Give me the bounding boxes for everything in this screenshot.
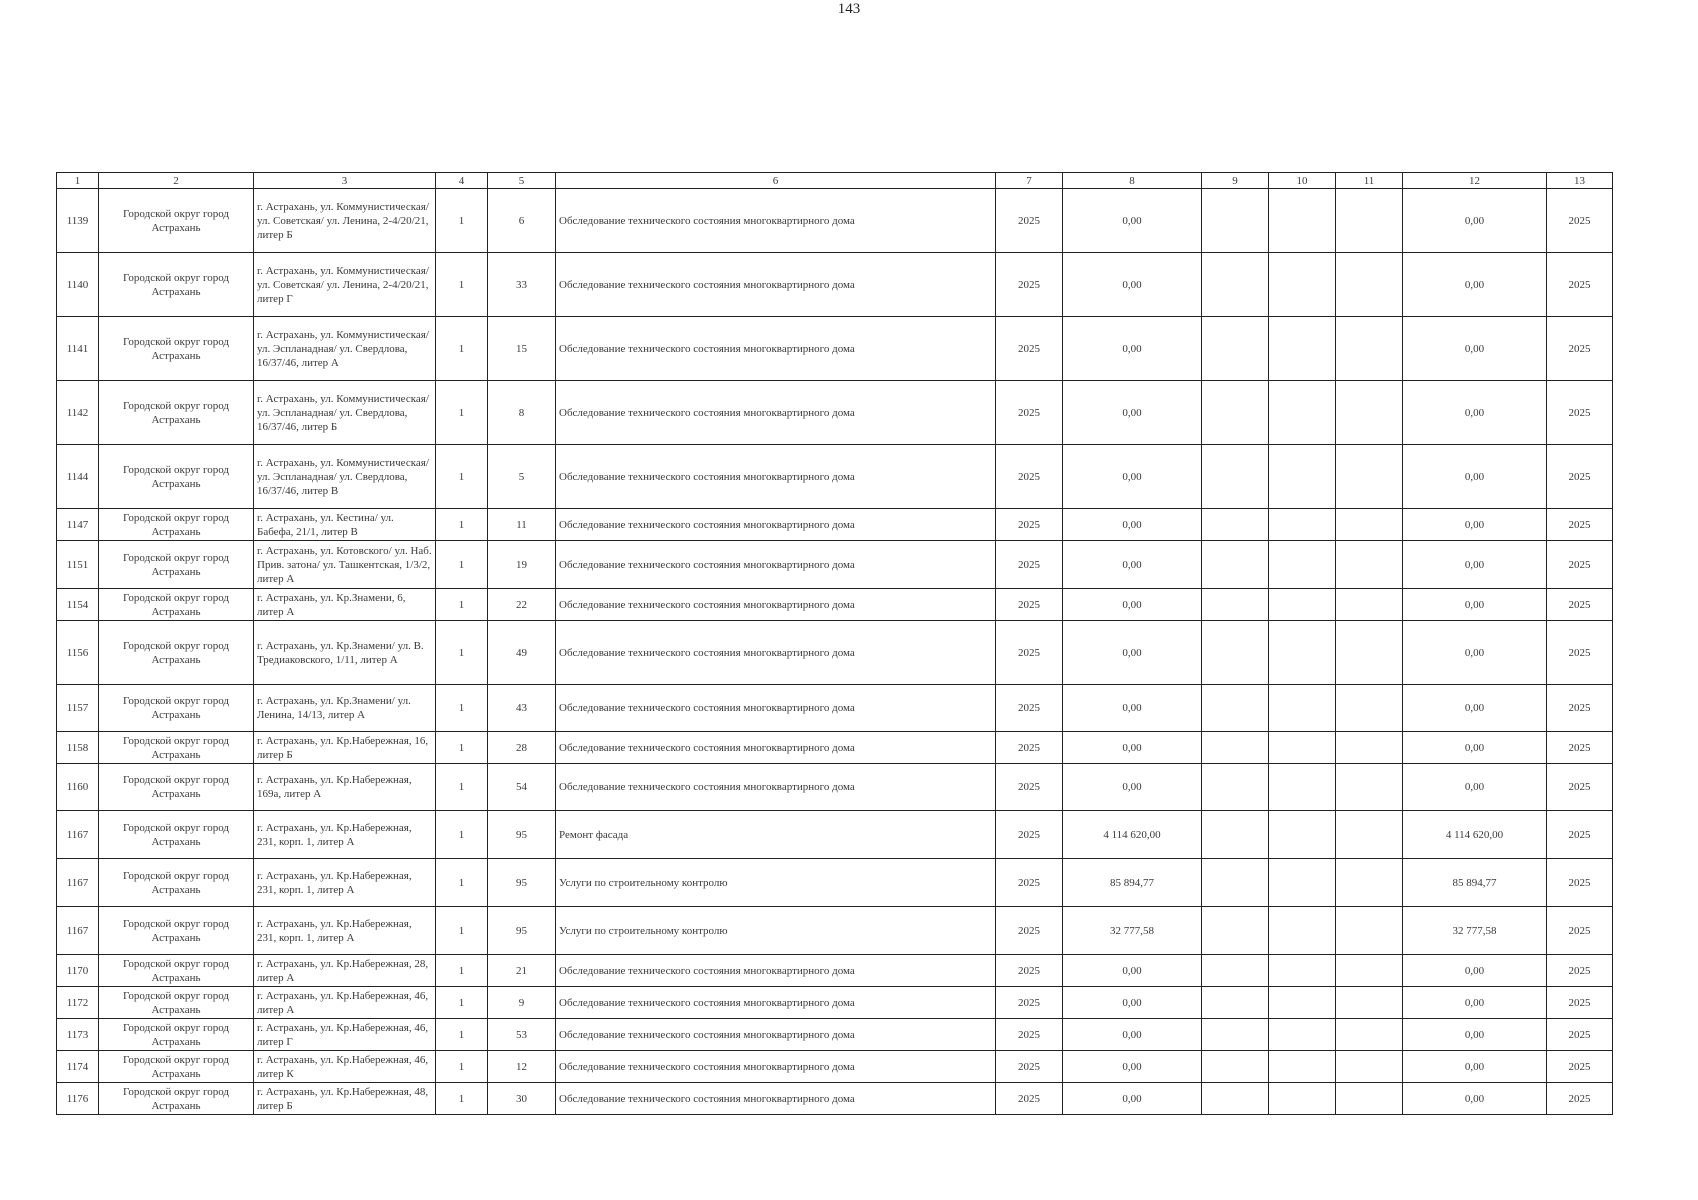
col-10-value — [1269, 685, 1336, 732]
row-id: 1140 — [57, 253, 99, 317]
col-13-value: 2025 — [1547, 317, 1613, 381]
register-table — [56, 172, 1613, 1115]
municipality: Городской округ город Астрахань — [99, 589, 254, 621]
col-9-value — [1202, 685, 1269, 732]
table-row — [57, 955, 1613, 987]
column-number-9: 9 — [1202, 173, 1269, 189]
work-type: Обследование технического состояния многоквартирного дома — [556, 621, 996, 685]
work-type: Обследование технического состояния многоквартирного дома — [556, 253, 996, 317]
table-row — [57, 317, 1613, 381]
cost: 0,00 — [1063, 541, 1202, 589]
col-4-value: 1 — [436, 764, 488, 811]
row-id: 1160 — [57, 764, 99, 811]
address: г. Астрахань, ул. Коммунистическая/ ул. Эспланадная/ ул. Свердлова, 16/37/46, литер В — [254, 445, 436, 509]
year: 2025 — [996, 509, 1063, 541]
col-5-value: 19 — [488, 541, 556, 589]
table-row — [57, 859, 1613, 907]
work-type: Обследование технического состояния многоквартирного дома — [556, 955, 996, 987]
col-9-value — [1202, 589, 1269, 621]
table-row — [57, 685, 1613, 732]
row-id: 1154 — [57, 589, 99, 621]
col-5-value: 15 — [488, 317, 556, 381]
col-11-value — [1336, 732, 1403, 764]
col-5-value: 30 — [488, 1083, 556, 1115]
col-5-value: 54 — [488, 764, 556, 811]
col-13-value: 2025 — [1547, 685, 1613, 732]
municipality: Городской округ город Астрахань — [99, 1019, 254, 1051]
cost: 0,00 — [1063, 955, 1202, 987]
column-number-2: 2 — [99, 173, 254, 189]
cost: 0,00 — [1063, 621, 1202, 685]
col-9-value — [1202, 764, 1269, 811]
col-13-value: 2025 — [1547, 1019, 1613, 1051]
col-10-value — [1269, 811, 1336, 859]
col-12-value: 0,00 — [1403, 381, 1547, 445]
municipality: Городской округ город Астрахань — [99, 685, 254, 732]
col-11-value — [1336, 189, 1403, 253]
row-id: 1144 — [57, 445, 99, 509]
cost: 0,00 — [1063, 1051, 1202, 1083]
col-12-value: 0,00 — [1403, 1019, 1547, 1051]
address: г. Астрахань, ул. Кр.Набережная, 169а, литер А — [254, 764, 436, 811]
col-13-value: 2025 — [1547, 764, 1613, 811]
col-10-value — [1269, 445, 1336, 509]
year: 2025 — [996, 811, 1063, 859]
table-row — [57, 445, 1613, 509]
col-9-value — [1202, 317, 1269, 381]
col-11-value — [1336, 1051, 1403, 1083]
address: г. Астрахань, ул. Кр.Набережная, 48, литер Б — [254, 1083, 436, 1115]
col-4-value: 1 — [436, 621, 488, 685]
col-5-value: 33 — [488, 253, 556, 317]
col-9-value — [1202, 955, 1269, 987]
col-5-value: 6 — [488, 189, 556, 253]
year: 2025 — [996, 541, 1063, 589]
column-number-row — [57, 173, 1613, 189]
municipality: Городской округ город Астрахань — [99, 987, 254, 1019]
cost: 0,00 — [1063, 1019, 1202, 1051]
cost: 0,00 — [1063, 1083, 1202, 1115]
col-4-value: 1 — [436, 811, 488, 859]
col-4-value: 1 — [436, 1083, 488, 1115]
row-id: 1158 — [57, 732, 99, 764]
col-11-value — [1336, 1083, 1403, 1115]
col-11-value — [1336, 685, 1403, 732]
address: г. Астрахань, ул. Коммунистическая/ ул. Эспланадная/ ул. Свердлова, 16/37/46, литер А — [254, 317, 436, 381]
col-5-value: 5 — [488, 445, 556, 509]
cost: 0,00 — [1063, 189, 1202, 253]
col-10-value — [1269, 732, 1336, 764]
address: г. Астрахань, ул. Кр.Набережная, 46, литер Г — [254, 1019, 436, 1051]
year: 2025 — [996, 859, 1063, 907]
cost: 0,00 — [1063, 509, 1202, 541]
col-9-value — [1202, 1051, 1269, 1083]
col-10-value — [1269, 541, 1336, 589]
col-10-value — [1269, 317, 1336, 381]
row-id: 1157 — [57, 685, 99, 732]
col-9-value — [1202, 621, 1269, 685]
col-13-value: 2025 — [1547, 955, 1613, 987]
col-11-value — [1336, 859, 1403, 907]
table-body — [57, 173, 1613, 1115]
work-type: Обследование технического состояния многоквартирного дома — [556, 764, 996, 811]
table-row — [57, 1019, 1613, 1051]
col-5-value: 8 — [488, 381, 556, 445]
cost: 0,00 — [1063, 987, 1202, 1019]
year: 2025 — [996, 987, 1063, 1019]
col-10-value — [1269, 1051, 1336, 1083]
col-11-value — [1336, 381, 1403, 445]
table-row — [57, 907, 1613, 955]
col-4-value: 1 — [436, 317, 488, 381]
col-4-value: 1 — [436, 509, 488, 541]
year: 2025 — [996, 955, 1063, 987]
municipality: Городской округ город Астрахань — [99, 541, 254, 589]
year: 2025 — [996, 253, 1063, 317]
work-type: Обследование технического состояния многоквартирного дома — [556, 589, 996, 621]
work-type: Обследование технического состояния многоквартирного дома — [556, 685, 996, 732]
col-12-value: 0,00 — [1403, 509, 1547, 541]
row-id: 1156 — [57, 621, 99, 685]
work-type: Обследование технического состояния многоквартирного дома — [556, 381, 996, 445]
row-id: 1172 — [57, 987, 99, 1019]
municipality: Городской округ город Астрахань — [99, 1083, 254, 1115]
col-11-value — [1336, 253, 1403, 317]
municipality: Городской округ город Астрахань — [99, 1051, 254, 1083]
col-11-value — [1336, 509, 1403, 541]
year: 2025 — [996, 1051, 1063, 1083]
col-11-value — [1336, 589, 1403, 621]
col-12-value: 0,00 — [1403, 732, 1547, 764]
col-12-value: 85 894,77 — [1403, 859, 1547, 907]
col-5-value: 21 — [488, 955, 556, 987]
col-10-value — [1269, 955, 1336, 987]
year: 2025 — [996, 907, 1063, 955]
table-row — [57, 589, 1613, 621]
col-13-value: 2025 — [1547, 445, 1613, 509]
table-row — [57, 509, 1613, 541]
col-12-value: 0,00 — [1403, 589, 1547, 621]
col-13-value: 2025 — [1547, 381, 1613, 445]
work-type: Обследование технического состояния многоквартирного дома — [556, 732, 996, 764]
cost: 0,00 — [1063, 445, 1202, 509]
col-4-value: 1 — [436, 541, 488, 589]
address: г. Астрахань, ул. Кр.Знамени, 6, литер А — [254, 589, 436, 621]
col-13-value: 2025 — [1547, 621, 1613, 685]
col-11-value — [1336, 907, 1403, 955]
col-13-value: 2025 — [1547, 859, 1613, 907]
address: г. Астрахань, ул. Коммунистическая/ ул. Эспланадная/ ул. Свердлова, 16/37/46, литер Б — [254, 381, 436, 445]
col-13-value: 2025 — [1547, 589, 1613, 621]
address: г. Астрахань, ул. Кр.Набережная, 28, литер А — [254, 955, 436, 987]
row-id: 1142 — [57, 381, 99, 445]
cost: 4 114 620,00 — [1063, 811, 1202, 859]
table-row — [57, 987, 1613, 1019]
municipality: Городской округ город Астрахань — [99, 509, 254, 541]
column-number-3: 3 — [254, 173, 436, 189]
table-row — [57, 253, 1613, 317]
cost: 0,00 — [1063, 381, 1202, 445]
col-12-value: 0,00 — [1403, 987, 1547, 1019]
year: 2025 — [996, 189, 1063, 253]
col-13-value: 2025 — [1547, 732, 1613, 764]
col-5-value: 11 — [488, 509, 556, 541]
col-10-value — [1269, 621, 1336, 685]
col-4-value: 1 — [436, 987, 488, 1019]
col-11-value — [1336, 541, 1403, 589]
col-12-value: 0,00 — [1403, 685, 1547, 732]
col-10-value — [1269, 589, 1336, 621]
year: 2025 — [996, 589, 1063, 621]
column-number-1: 1 — [57, 173, 99, 189]
col-12-value: 0,00 — [1403, 955, 1547, 987]
col-5-value: 95 — [488, 859, 556, 907]
col-9-value — [1202, 732, 1269, 764]
col-4-value: 1 — [436, 381, 488, 445]
col-13-value: 2025 — [1547, 907, 1613, 955]
cost: 0,00 — [1063, 685, 1202, 732]
col-11-value — [1336, 987, 1403, 1019]
address: г. Астрахань, ул. Коммунистическая/ ул. Советская/ ул. Ленина, 2-4/20/21, литер Б — [254, 189, 436, 253]
municipality: Городской округ город Астрахань — [99, 445, 254, 509]
municipality: Городской округ город Астрахань — [99, 907, 254, 955]
work-type: Услуги по строительному контролю — [556, 859, 996, 907]
municipality: Городской округ город Астрахань — [99, 811, 254, 859]
municipality: Городской округ город Астрахань — [99, 732, 254, 764]
address: г. Астрахань, ул. Кр.Набережная, 46, литер А — [254, 987, 436, 1019]
row-id: 1147 — [57, 509, 99, 541]
col-9-value — [1202, 381, 1269, 445]
table-row — [57, 764, 1613, 811]
col-12-value: 0,00 — [1403, 1083, 1547, 1115]
cost: 32 777,58 — [1063, 907, 1202, 955]
municipality: Городской округ город Астрахань — [99, 955, 254, 987]
col-4-value: 1 — [436, 1019, 488, 1051]
address: г. Астрахань, ул. Коммунистическая/ ул. Советская/ ул. Ленина, 2-4/20/21, литер Г — [254, 253, 436, 317]
col-9-value — [1202, 859, 1269, 907]
row-id: 1151 — [57, 541, 99, 589]
column-number-11: 11 — [1336, 173, 1403, 189]
column-number-10: 10 — [1269, 173, 1336, 189]
col-13-value: 2025 — [1547, 1083, 1613, 1115]
row-id: 1174 — [57, 1051, 99, 1083]
row-id: 1167 — [57, 907, 99, 955]
table-row — [57, 621, 1613, 685]
table-row — [57, 381, 1613, 445]
col-5-value: 43 — [488, 685, 556, 732]
table-row — [57, 1051, 1613, 1083]
col-12-value: 0,00 — [1403, 1051, 1547, 1083]
col-12-value: 0,00 — [1403, 764, 1547, 811]
address: г. Астрахань, ул. Кр.Набережная, 231, корп. 1, литер А — [254, 907, 436, 955]
cost: 0,00 — [1063, 732, 1202, 764]
col-5-value: 22 — [488, 589, 556, 621]
col-12-value: 0,00 — [1403, 445, 1547, 509]
col-11-value — [1336, 811, 1403, 859]
col-11-value — [1336, 445, 1403, 509]
col-10-value — [1269, 907, 1336, 955]
column-number-12: 12 — [1403, 173, 1547, 189]
col-13-value: 2025 — [1547, 1051, 1613, 1083]
col-10-value — [1269, 189, 1336, 253]
row-id: 1139 — [57, 189, 99, 253]
column-number-7: 7 — [996, 173, 1063, 189]
col-12-value: 0,00 — [1403, 541, 1547, 589]
col-13-value: 2025 — [1547, 811, 1613, 859]
work-type: Обследование технического состояния многоквартирного дома — [556, 189, 996, 253]
col-9-value — [1202, 1083, 1269, 1115]
address: г. Астрахань, ул. Кр.Набережная, 16, литер Б — [254, 732, 436, 764]
col-13-value: 2025 — [1547, 509, 1613, 541]
table-row — [57, 811, 1613, 859]
col-4-value: 1 — [436, 253, 488, 317]
col-12-value: 0,00 — [1403, 253, 1547, 317]
work-type: Обследование технического состояния многоквартирного дома — [556, 1019, 996, 1051]
column-number-13: 13 — [1547, 173, 1613, 189]
col-4-value: 1 — [436, 189, 488, 253]
col-9-value — [1202, 509, 1269, 541]
page-number: 143 — [837, 1, 861, 17]
municipality: Городской округ город Астрахань — [99, 253, 254, 317]
col-10-value — [1269, 987, 1336, 1019]
address: г. Астрахань, ул. Кр.Знамени/ ул. В. Тредиаковского, 1/11, литер А — [254, 621, 436, 685]
row-id: 1167 — [57, 811, 99, 859]
col-13-value: 2025 — [1547, 987, 1613, 1019]
col-9-value — [1202, 907, 1269, 955]
col-12-value: 0,00 — [1403, 317, 1547, 381]
col-4-value: 1 — [436, 732, 488, 764]
address: г. Астрахань, ул. Кестина/ ул. Бабефа, 21/1, литер В — [254, 509, 436, 541]
row-id: 1167 — [57, 859, 99, 907]
col-9-value — [1202, 987, 1269, 1019]
cost: 0,00 — [1063, 253, 1202, 317]
year: 2025 — [996, 764, 1063, 811]
col-10-value — [1269, 253, 1336, 317]
column-number-5: 5 — [488, 173, 556, 189]
col-5-value: 28 — [488, 732, 556, 764]
work-type: Ремонт фасада — [556, 811, 996, 859]
col-12-value: 4 114 620,00 — [1403, 811, 1547, 859]
column-number-6: 6 — [556, 173, 996, 189]
col-4-value: 1 — [436, 907, 488, 955]
col-4-value: 1 — [436, 859, 488, 907]
year: 2025 — [996, 621, 1063, 685]
table-row — [57, 541, 1613, 589]
col-5-value: 12 — [488, 1051, 556, 1083]
table-row — [57, 732, 1613, 764]
cost: 0,00 — [1063, 589, 1202, 621]
col-11-value — [1336, 764, 1403, 811]
row-id: 1170 — [57, 955, 99, 987]
col-10-value — [1269, 1019, 1336, 1051]
year: 2025 — [996, 445, 1063, 509]
row-id: 1141 — [57, 317, 99, 381]
col-10-value — [1269, 764, 1336, 811]
col-12-value: 0,00 — [1403, 621, 1547, 685]
address: г. Астрахань, ул. Кр.Набережная, 46, литер К — [254, 1051, 436, 1083]
column-number-4: 4 — [436, 173, 488, 189]
year: 2025 — [996, 1019, 1063, 1051]
year: 2025 — [996, 381, 1063, 445]
col-10-value — [1269, 1083, 1336, 1115]
col-5-value: 53 — [488, 1019, 556, 1051]
year: 2025 — [996, 732, 1063, 764]
cost: 85 894,77 — [1063, 859, 1202, 907]
col-5-value: 95 — [488, 907, 556, 955]
col-4-value: 1 — [436, 955, 488, 987]
cost: 0,00 — [1063, 317, 1202, 381]
work-type: Обследование технического состояния многоквартирного дома — [556, 987, 996, 1019]
col-10-value — [1269, 509, 1336, 541]
col-9-value — [1202, 253, 1269, 317]
column-number-8: 8 — [1063, 173, 1202, 189]
municipality: Городской округ город Астрахань — [99, 764, 254, 811]
municipality: Городской округ город Астрахань — [99, 381, 254, 445]
municipality: Городской округ город Астрахань — [99, 859, 254, 907]
col-10-value — [1269, 859, 1336, 907]
work-type: Обследование технического состояния многоквартирного дома — [556, 317, 996, 381]
col-4-value: 1 — [436, 445, 488, 509]
work-type: Обследование технического состояния многоквартирного дома — [556, 445, 996, 509]
table-row — [57, 1083, 1613, 1115]
row-id: 1176 — [57, 1083, 99, 1115]
work-type: Обследование технического состояния многоквартирного дома — [556, 1051, 996, 1083]
col-5-value: 95 — [488, 811, 556, 859]
col-11-value — [1336, 1019, 1403, 1051]
municipality: Городской округ город Астрахань — [99, 317, 254, 381]
col-12-value: 32 777,58 — [1403, 907, 1547, 955]
year: 2025 — [996, 317, 1063, 381]
col-11-value — [1336, 955, 1403, 987]
col-11-value — [1336, 317, 1403, 381]
col-9-value — [1202, 811, 1269, 859]
table-row — [57, 189, 1613, 253]
municipality: Городской округ город Астрахань — [99, 621, 254, 685]
col-10-value — [1269, 381, 1336, 445]
col-11-value — [1336, 621, 1403, 685]
col-4-value: 1 — [436, 1051, 488, 1083]
col-9-value — [1202, 1019, 1269, 1051]
work-type: Услуги по строительному контролю — [556, 907, 996, 955]
col-13-value: 2025 — [1547, 541, 1613, 589]
col-5-value: 49 — [488, 621, 556, 685]
year: 2025 — [996, 1083, 1063, 1115]
col-9-value — [1202, 541, 1269, 589]
year: 2025 — [996, 685, 1063, 732]
work-type: Обследование технического состояния многоквартирного дома — [556, 509, 996, 541]
address: г. Астрахань, ул. Котовского/ ул. Наб. Прив. затона/ ул. Ташкентская, 1/3/2, литер А — [254, 541, 436, 589]
col-13-value: 2025 — [1547, 253, 1613, 317]
work-type: Обследование технического состояния многоквартирного дома — [556, 541, 996, 589]
address: г. Астрахань, ул. Кр.Набережная, 231, корп. 1, литер А — [254, 859, 436, 907]
address: г. Астрахань, ул. Кр.Знамени/ ул. Ленина, 14/13, литер А — [254, 685, 436, 732]
col-12-value: 0,00 — [1403, 189, 1547, 253]
work-type: Обследование технического состояния многоквартирного дома — [556, 1083, 996, 1115]
col-13-value: 2025 — [1547, 189, 1613, 253]
row-id: 1173 — [57, 1019, 99, 1051]
col-9-value — [1202, 445, 1269, 509]
col-4-value: 1 — [436, 589, 488, 621]
address: г. Астрахань, ул. Кр.Набережная, 231, корп. 1, литер А — [254, 811, 436, 859]
col-5-value: 9 — [488, 987, 556, 1019]
cost: 0,00 — [1063, 764, 1202, 811]
col-4-value: 1 — [436, 685, 488, 732]
municipality: Городской округ город Астрахань — [99, 189, 254, 253]
col-9-value — [1202, 189, 1269, 253]
